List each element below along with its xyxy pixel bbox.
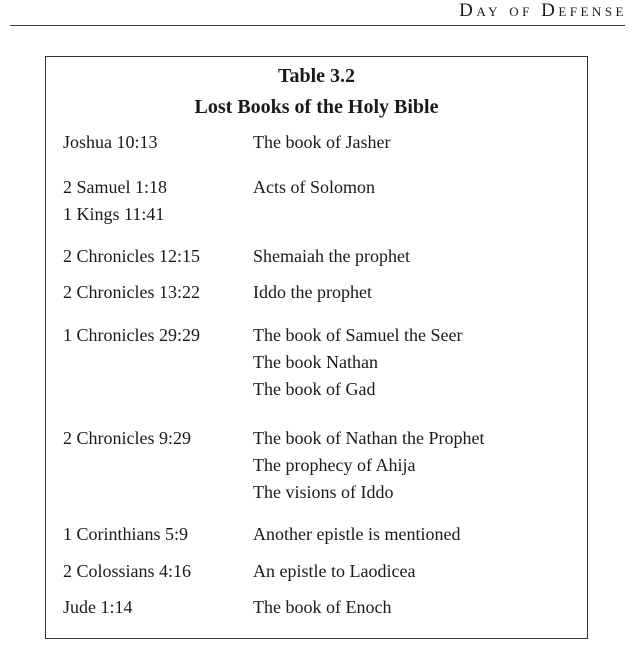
- lost-book-cell: [253, 129, 577, 156]
- lost-books-table: [45, 56, 588, 639]
- lost-book-cell: [253, 558, 577, 585]
- scripture-reference-cell: [63, 243, 248, 270]
- table-row: [63, 174, 577, 228]
- table-row: [63, 521, 577, 548]
- table-row: [63, 279, 577, 306]
- lost-book-name: The book of Jasher: [253, 132, 391, 152]
- scripture-reference-cell: [63, 322, 248, 349]
- header-rule: [10, 25, 625, 26]
- table-row: [63, 594, 577, 621]
- scripture-reference: 1 Chronicles 29:29: [63, 325, 200, 345]
- table-row: [63, 425, 577, 506]
- lost-book-name: The prophecy of Ahija: [253, 455, 416, 475]
- lost-book-name: An epistle to Laodicea: [253, 561, 416, 581]
- lost-book-cell: [253, 594, 577, 621]
- lost-book-name: The book of Nathan the Prophet: [253, 428, 485, 448]
- lost-book-name: The visions of Iddo: [253, 482, 394, 502]
- scripture-reference-cell: [63, 521, 248, 548]
- scripture-reference-cell: [63, 174, 248, 228]
- scripture-reference: 2 Colossians 4:16: [63, 561, 192, 581]
- scripture-reference: 2 Samuel 1:18: [63, 177, 167, 197]
- table-row: [63, 558, 577, 585]
- scripture-reference: Joshua 10:13: [63, 132, 158, 152]
- lost-book-name: The book of Gad: [253, 379, 376, 399]
- running-head: Day of Defense: [459, 0, 627, 21]
- table-number: Table 3.2: [277, 65, 356, 87]
- scripture-reference: 1 Corinthians 5:9: [63, 524, 188, 544]
- lost-book-name: The book of Enoch: [253, 597, 392, 617]
- scripture-reference-cell: [63, 129, 248, 156]
- lost-book-name: Shemaiah the prophet: [253, 246, 410, 266]
- scripture-reference-cell: [63, 425, 248, 452]
- table-row: [63, 129, 577, 156]
- lost-book-cell: [253, 322, 577, 403]
- scripture-reference: 2 Chronicles 9:29: [63, 428, 191, 448]
- lost-book-cell: [253, 521, 577, 548]
- table-rows: [63, 129, 577, 621]
- table-row: [63, 243, 577, 270]
- lost-book-name: The book of Samuel the Seer: [253, 325, 463, 345]
- lost-book-cell: [253, 425, 577, 506]
- lost-book-name: Acts of Solomon: [253, 177, 376, 197]
- scripture-reference: 1 Kings 11:41: [63, 204, 165, 224]
- lost-book-name: The book Nathan: [253, 352, 378, 372]
- table-row: [63, 322, 577, 403]
- scripture-reference: Jude 1:14: [63, 597, 133, 617]
- lost-book-cell: [253, 279, 577, 306]
- lost-book-name: Iddo the prophet: [253, 282, 372, 302]
- lost-book-cell: [253, 243, 577, 270]
- scripture-reference-cell: [63, 279, 248, 306]
- scripture-reference-cell: [63, 558, 248, 585]
- table-title: Lost Books of the Holy Bible: [194, 96, 439, 118]
- scripture-reference: 2 Chronicles 12:15: [63, 246, 200, 266]
- lost-book-name: Another epistle is mentioned: [253, 524, 461, 544]
- scripture-reference-cell: [63, 594, 248, 621]
- scripture-reference: 2 Chronicles 13:22: [63, 282, 200, 302]
- lost-book-cell: [253, 174, 577, 228]
